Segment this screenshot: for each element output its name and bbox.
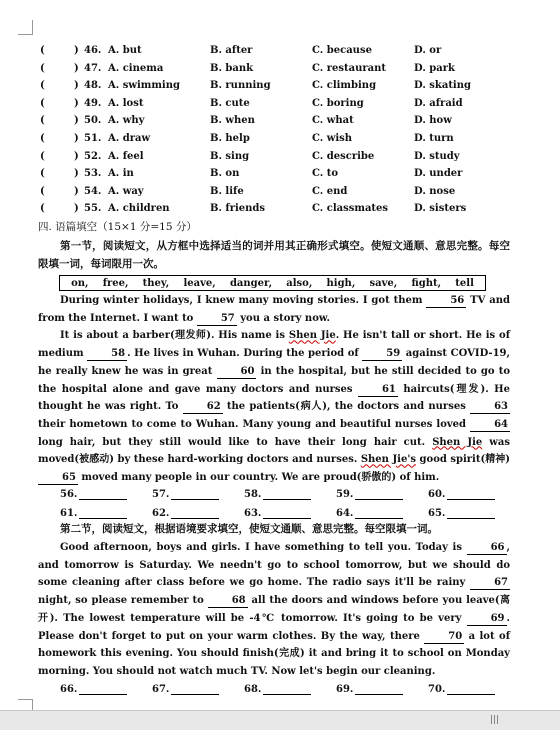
answer-line[interactable] (447, 488, 495, 500)
word-box-item: fight, (411, 278, 442, 289)
answer-number: 58. (244, 489, 262, 500)
part1-instructions: 第一节，阅读短文，从方框中选择适当的词并用其正确形式填空。使短文通顺、意思完整。每空限填一词，每词限用一次。 (38, 240, 510, 270)
blank-68: 68 (208, 594, 248, 608)
option-b: B. when (210, 115, 255, 127)
question-number: 55. (84, 203, 102, 215)
passage-2: Good afternoon, boys and girls. I have something to tell you. Today is 66 , and tomorrow is Saturday. We needn't go to school tomorrow, but we should do some cleaning after class before we go home. The radio says it'll be rainy 67 night, so please remember to 68 all the doors and windows before you leave(离开). The lowest temperature will be -4℃ tomorrow. It's going to be very 69 . Please don't forget to put on your warm clothes. By the way, there 70 a lot of homework this evening. You should finish(完成) it and bring it to school on Monday morning. You should not watch much TV. Now let's begin our cleaning. (38, 542, 510, 677)
status-bar (0, 710, 560, 730)
open-paren: ( (40, 115, 45, 127)
option-a: A. cinema (108, 62, 164, 74)
answer-slot (428, 488, 495, 500)
option-c: C. climbing (312, 80, 377, 92)
part2-instructions: 第二节，阅读短文，根据语境要求填空，使短文通顺、意思完整。每空限填一词。 (60, 523, 438, 535)
word-box-item: save, (369, 278, 398, 289)
answer-number: 64. (336, 508, 354, 519)
close-paren: ) (74, 97, 79, 109)
answer-number: 62. (152, 508, 170, 519)
close-paren: ) (74, 133, 79, 144)
open-paren: ( (40, 150, 45, 162)
close-paren: ) (74, 115, 79, 127)
option-d: D. how (414, 115, 452, 127)
option-a: A. feel (108, 150, 144, 162)
option-c: C. to (312, 168, 339, 180)
open-paren: ( (40, 203, 45, 215)
word-box-item: danger, (229, 278, 273, 289)
open-paren: ( (40, 168, 45, 180)
open-paren: ( (40, 185, 45, 197)
question-number: 52. (84, 150, 102, 162)
name-shen-jie: Shen Jie (288, 330, 336, 342)
answer-slot (428, 507, 495, 519)
passage-1: During winter holidays, I knew many moving stories. I got them 56 TV and from the Internet. I want to 57 you a story now. It is about a barber(理发师). His name is Shen Jie. He isn't tall or short. He is of medium 58 . He lives in Wuhan. During the period of 59 against COVID-19, he really knew he was in great 60 in the hospital, but he still decided to go to the hospital alone and gave many doctors and nurses 61 haircuts(理发). He thought he was right. To 62 the patients(病人), the doctors and nurses 63 their hometown to come to Wuhan. Many young and beautiful nurses loved 64 long hair, but they still would like to have their long hair cut. Shen Jie was moved(被感动) by these hard-working doctors and nurses. Shen Jie's good spirit(精神) 65 moved many people in our country. We are proud(骄傲的) of him. (38, 295, 511, 484)
option-c: C. because (312, 45, 372, 56)
name-shen-jie-2: Shen Jie (432, 436, 483, 448)
answer-line[interactable] (171, 507, 219, 519)
answer-number: 60. (428, 489, 446, 500)
answer-number: 56. (60, 489, 78, 500)
answer-number: 70. (428, 684, 446, 695)
answer-line[interactable] (171, 488, 219, 500)
option-d: D. turn (414, 133, 454, 144)
option-b: B. life (210, 185, 244, 197)
word-box-item: leave, (183, 278, 216, 289)
option-b: B. running (210, 80, 271, 92)
answer-slot (152, 507, 219, 519)
answer-line[interactable] (79, 507, 127, 519)
blank-60: 60 (217, 365, 257, 379)
option-a: A. swimming (108, 80, 180, 92)
mc-question (0, 148, 560, 166)
question-number: 46. (84, 45, 102, 56)
option-b: B. friends (210, 203, 266, 215)
option-d: D. sisters (414, 203, 467, 215)
mc-question (0, 60, 560, 78)
answer-number: 61. (60, 508, 78, 519)
answer-number: 63. (244, 508, 262, 519)
answer-number: 67. (152, 684, 170, 695)
option-c: C. restaurant (312, 62, 387, 74)
question-number: 54. (84, 185, 102, 197)
answer-line[interactable] (79, 488, 127, 500)
word-box-item: they, (142, 278, 170, 289)
word-box-item: tell (455, 278, 474, 289)
answer-slot (152, 683, 219, 695)
answer-slot (60, 507, 127, 519)
close-paren: ) (74, 185, 79, 197)
page-corner-mark-bottom (18, 699, 33, 710)
option-a: A. in (108, 168, 134, 180)
answer-slot (60, 488, 127, 500)
open-paren: ( (40, 133, 45, 144)
mc-question (0, 112, 560, 130)
blank-62: 62 (183, 400, 223, 414)
blank-67: 67 (470, 576, 510, 590)
question-number: 50. (84, 115, 102, 127)
answer-slot (336, 488, 403, 500)
open-paren: ( (40, 45, 45, 56)
option-a: A. way (108, 185, 144, 197)
open-paren: ( (40, 62, 45, 74)
word-box-item: high, (326, 278, 356, 289)
close-paren: ) (74, 168, 79, 180)
word-box-item: free, (102, 278, 129, 289)
answer-slot (428, 683, 495, 695)
answer-slot (336, 683, 403, 695)
question-number: 47. (84, 62, 102, 74)
option-d: D. or (414, 45, 442, 56)
mc-question (0, 95, 560, 113)
option-d: D. skating (414, 80, 471, 92)
option-d: D. study (414, 150, 460, 162)
option-c: C. what (312, 115, 354, 127)
question-number: 49. (84, 97, 102, 109)
answer-number: 69. (336, 684, 354, 695)
answer-number: 66. (60, 684, 78, 695)
option-c: C. boring (312, 97, 364, 109)
blank-70: 70 (424, 630, 464, 644)
option-d: D. afraid (414, 97, 463, 109)
blank-64: 64 (470, 418, 510, 432)
name-shen-jie-3: Shen Jie's (360, 454, 417, 466)
answer-line[interactable] (447, 683, 495, 695)
answer-line[interactable] (355, 507, 403, 519)
blank-63: 63 (470, 400, 510, 414)
word-box-item: also, (286, 278, 313, 289)
answer-slot (152, 488, 219, 500)
open-paren: ( (40, 97, 45, 109)
scroll-grip-icon[interactable]: ||| (490, 715, 500, 725)
answer-slot (244, 683, 311, 695)
option-c: C. end (312, 185, 348, 197)
answer-number: 59. (336, 489, 354, 500)
option-d: D. park (414, 62, 455, 74)
answer-number: 65. (428, 508, 446, 519)
answer-line[interactable] (447, 507, 495, 519)
mc-question (0, 165, 560, 183)
option-a: A. lost (108, 97, 144, 109)
question-number: 53. (84, 168, 102, 180)
answer-line[interactable] (355, 488, 403, 500)
answer-number: 68. (244, 684, 262, 695)
answer-line[interactable] (355, 683, 403, 695)
answer-line[interactable] (263, 488, 311, 500)
option-c: C. wish (312, 133, 353, 144)
close-paren: ) (74, 62, 79, 74)
option-a: A. why (108, 115, 145, 127)
mc-question (0, 200, 560, 218)
answer-line[interactable] (263, 683, 311, 695)
answer-line[interactable] (79, 683, 127, 695)
option-a: A. draw (108, 133, 151, 144)
close-paren: ) (74, 203, 79, 215)
blank-56: 56 (426, 294, 466, 308)
mc-question (0, 42, 560, 60)
mc-question (0, 183, 560, 201)
option-b: B. sing (210, 150, 250, 162)
option-b: B. after (210, 45, 253, 56)
answer-number: 57. (152, 489, 170, 500)
mc-question (0, 130, 560, 148)
answer-slot (60, 683, 127, 695)
blank-58: 58 (87, 347, 127, 361)
word-box (59, 275, 486, 291)
blank-66: 66 (467, 541, 507, 555)
blank-59: 59 (362, 347, 402, 361)
blank-57: 57 (197, 312, 237, 326)
option-b: B. on (210, 168, 240, 180)
option-b: B. cute (210, 97, 250, 109)
word-box-item: on, (71, 278, 89, 289)
close-paren: ) (74, 80, 79, 92)
option-b: B. help (210, 133, 250, 144)
blank-69: 69 (467, 612, 507, 626)
question-number: 51. (84, 133, 102, 144)
answer-line[interactable] (263, 507, 311, 519)
answer-slot (244, 488, 311, 500)
option-d: D. under (414, 168, 463, 180)
page-corner-mark (18, 20, 33, 35)
blank-65: 65 (38, 471, 78, 485)
question-number: 48. (84, 80, 102, 92)
section-title: 四. 语篇填空（15×1 分=15 分） (38, 221, 197, 233)
open-paren: ( (40, 80, 45, 92)
option-b: B. bank (210, 62, 254, 74)
blank-61: 61 (358, 383, 398, 397)
option-c: C. describe (312, 150, 375, 162)
mc-question (0, 77, 560, 95)
option-a: A. but (108, 45, 142, 56)
close-paren: ) (74, 45, 79, 56)
option-a: A. children (108, 203, 170, 215)
answer-slot (336, 507, 403, 519)
close-paren: ) (74, 150, 79, 162)
option-d: D. nose (414, 185, 456, 197)
answer-slot (244, 507, 311, 519)
option-c: C. classmates (312, 203, 389, 215)
answer-line[interactable] (171, 683, 219, 695)
